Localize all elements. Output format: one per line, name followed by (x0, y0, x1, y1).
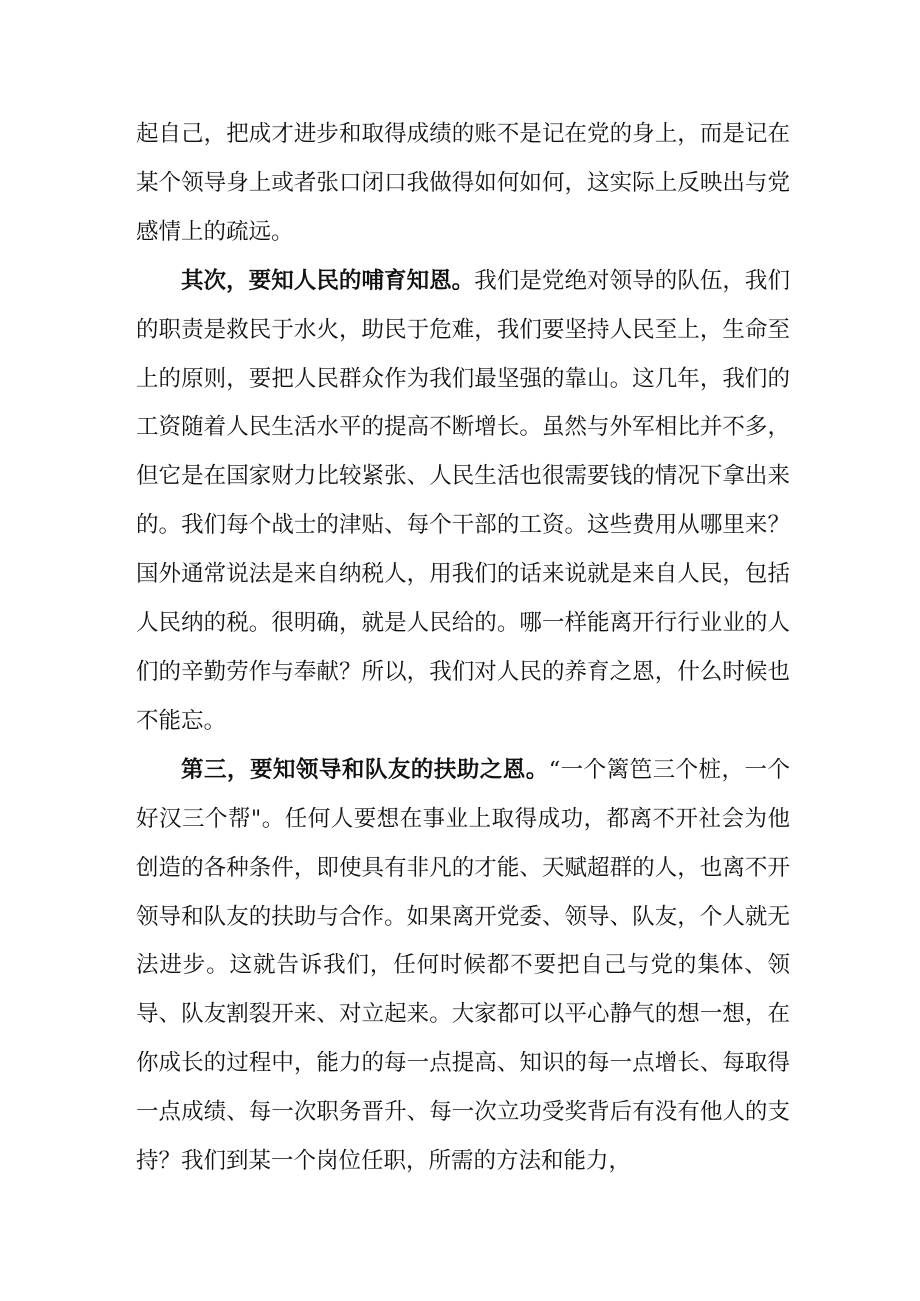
paragraph-continuation (136, 110, 790, 257)
paragraph-body: “一个篱笆三个桩，一个好汉三个帮"。任何人要想在事业上取得成功，都离不开社会为他创造的各种条件，即使具有非凡的才能、天赋超群的人，也离不开领导和队友的扶助与合作。如果离开党委、领导、队友，个人就无法进步。这就告诉我们，任何时候都不要把自己与党的集体、领导、队友割裂开来、对立起来。大家都可以平心静气的想一想，在你成长的过程中，能力的每一点提高、知识的每一点增长、每取得一点成绩、每一次职务晋升、每一次立功受奖背后有没有他人的支持？我们到某一个岗位任职，所需的方法和能力， (136, 756, 790, 1175)
paragraph-leaders-teammates (136, 746, 790, 1186)
paragraph-body: 起自己，把成才进步和取得成绩的账不是记在党的身上，而是记在某个领导身上或者张口闭口我做得如何如何，这实际上反映出与党感情上的疏远。 (136, 121, 790, 245)
paragraph-body: 我们是党绝对领导的队伍，我们的职责是救民于水火，助民于危难，我们要坚持人民至上，生命至上的原则，要把人民群众作为我们最坚强的靠山。这几年，我们的工资随着人民生活水平的提高不断增长。虽然与外军相比并不多，但它是在国家财力比较紧张、人民生活也很需要钱的情况下拿出来的。我们每个战士的津贴、每个干部的工资。这些费用从哪里来？国外通常说法是来自纳税人，用我们的话来说就是来自人民，包括人民纳的税。很明确，就是人民给的。哪一样能离开行行业业的人们的辛勤劳作与奉献？所以，我们对人民的养育之恩，什么时候也不能忘。 (136, 267, 790, 734)
document-page (136, 110, 790, 1186)
paragraph-people-nurturing (136, 257, 790, 746)
paragraph-heading: 其次，要知人民的哺育知恩。 (181, 267, 475, 294)
paragraph-heading: 第三，要知领导和队友的扶助之恩。 (181, 756, 549, 783)
